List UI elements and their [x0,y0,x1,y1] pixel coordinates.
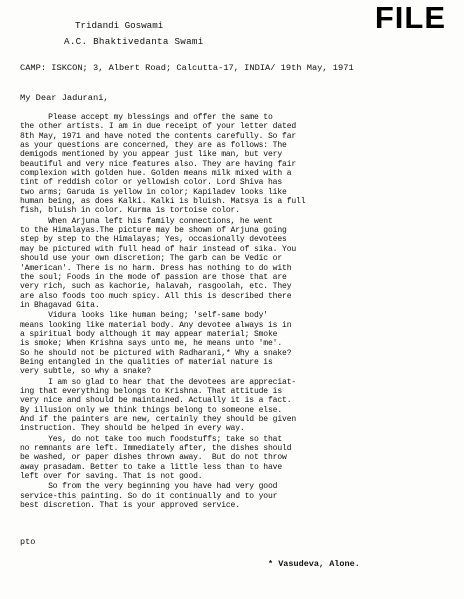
letter-line: I am so glad to hear that the devotees are appreciat- [20,377,297,387]
letter-line: 8th May, 1971 and have noted the contents carefully. So far [20,131,297,141]
letter-line: the soul; Foods in the mode of passion are those that are [20,272,287,282]
letter-line: step by step to the Himalayas; Yes, occasionally devotees [20,235,287,245]
letter-line: very rich, such as kachorie, halavah, rasgoolah, etc. They [20,282,292,292]
letter-line: Vidura looks like human being; 'self-same body' [20,311,268,321]
sender-name: Tridandi Goswami [75,20,164,31]
letter-line: may be pictured with full head of hair instead of sika. You [20,244,297,254]
letter-line: Please accept my blessings and offer the same to [20,113,273,122]
letter-line: tint of reddish color or yellowish color. Lord Shiva has [20,178,283,188]
letter-line: complexion with golden hue. Golden means milk mixed with a [20,169,292,179]
letter-line: service-this painting. So do it continually and to your [20,491,278,501]
letter-paragraph [20,378,448,434]
letter-line: away prasadam. Better to take a little less than to have [20,462,283,472]
letter-line: instruction. They should be helped in every way. [20,424,245,434]
letter-body [20,113,448,511]
letter-line: be washed, or paper dishes thrown away. But do not throw [20,453,287,463]
letter-line: left over for saving. That is not good. [20,472,203,482]
letter-line: no remnants are left. Immediately after, the dishes should [20,444,292,454]
letter-line: in Bhagavad Gita. [20,300,100,310]
letter-line: 'American'. There is no harm. Dress has nothing to do with [20,263,292,273]
letter-paragraph [20,113,448,216]
letter-line: should use your own discretion; The garb can be Vedic or [20,254,283,264]
file-stamp: FILE [374,0,446,35]
letter-paragraph [20,482,448,510]
letter-line: fish, bluish in color. Kurma is tortoise color. [20,206,240,216]
letter-paragraph [20,435,448,482]
camp-address-date: CAMP: ISKCON; 3, Albert Road; Calcutta-17, INDIA/ 19th May, 1971 [20,63,354,73]
letter-line: Being entangled in the qualities of material nature is [20,357,273,367]
letter-line: to the Himalayas.The picture may be shown of Arjuna going [20,226,287,236]
signature-note: * Vasudeva, Alone. [268,559,360,569]
letter-line: By illusion only we think things belong to someone else. [20,405,283,415]
pto-note: pto [20,537,36,547]
sender-title: A.C. Bhaktivedanta Swami [64,36,204,47]
letter-line: So from the very beginning you have had very good [20,482,278,492]
letter-line: So he should not be pictured with Radharani,* Why a snake? [20,348,292,358]
letter-line: beautiful and very nice features also. They are having fair [20,159,297,169]
letter-paragraph [20,217,448,310]
letter-paragraph [20,311,448,376]
letter-line: Yes, do not take too much foodstuffs; take so that [20,434,283,444]
letter-line: very subtle, so why a snake? [20,367,152,377]
letter-line: as your questions are concerned, they are as follows: The [20,141,287,151]
letter-line: ing that everything belongs to Krishna. That attitude is [20,386,283,396]
letter-line: a spiritual body although it may appear material; Smoke [20,329,278,339]
letter-line: very nice and should be maintained. Actually it is a fact. [20,396,292,406]
letter-line: two arms; Garuda is yellow in color; Kapiladev looks like [20,187,287,197]
letter-line: the other artists. I am in due receipt of your letter dated [20,122,297,132]
salutation: My Dear Jadurani, [20,93,109,103]
letter-line: is smoke; When Krishna says unto me, he means unto 'me'. [20,339,283,349]
letter-line: human being, as does Kalki. Kalki is bluish. Matsya is a full [20,197,306,207]
letter-line: best discretion. That is your approved service. [20,501,240,511]
letter-line: demigods mentioned by you appear just like man, but very [20,150,283,160]
letter-line: When Arjuna left his family connections, he went [20,216,273,226]
letter-line: are also foods too much spicy. All this is described there [20,291,292,301]
letter-line: And if the painters are new, certainly they should be given [20,415,297,424]
letter-line: means looking like material body. Any devotee always is in [20,320,292,330]
